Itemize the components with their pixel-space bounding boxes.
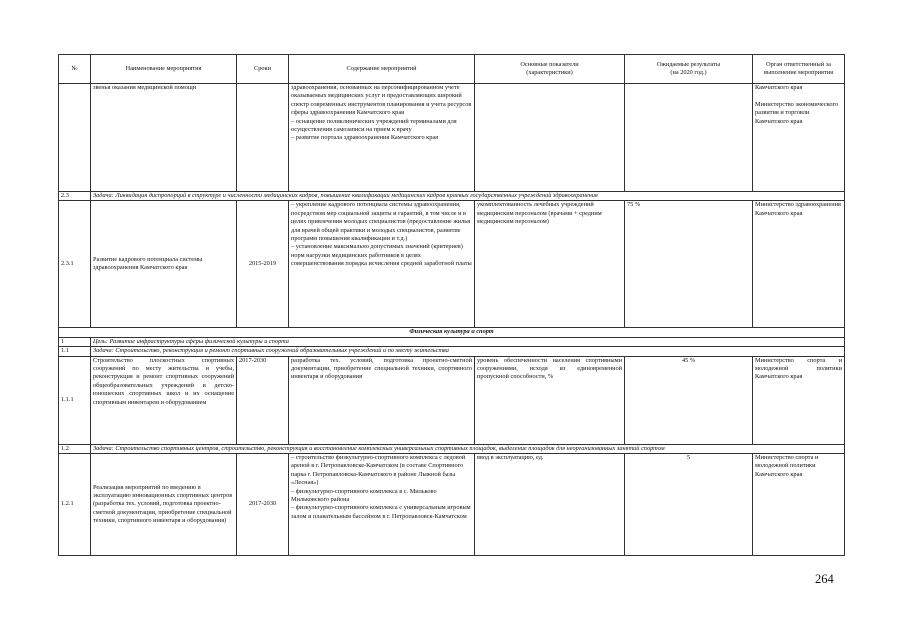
- cell-term: 2017-2030: [237, 454, 289, 556]
- cell-name: Развитие кадрового потенциала системы здравоохранения Камчатского края: [91, 201, 237, 328]
- table-row-continuation: [59, 84, 845, 192]
- cell-organ: Камчатского края Министерство экономического развития и торговли Камчатского края: [753, 84, 845, 192]
- cell-num: 1.1: [59, 347, 91, 356]
- measures-table: [58, 54, 845, 556]
- table-row-2-3-1: [59, 201, 845, 328]
- cell-num: 1.2.1: [59, 454, 91, 556]
- cell-results: 5: [625, 454, 753, 556]
- cell-num: 1: [59, 337, 91, 346]
- cell-indicators: [475, 84, 625, 192]
- cell-num: 1.1.1: [59, 356, 91, 444]
- cell-num: 2.3: [59, 192, 91, 201]
- header-indicators: Основные показатели (характеристики): [475, 55, 625, 84]
- cell-num: 1.2: [59, 444, 91, 453]
- cell-content: – укрепление кадрового потенциала системы здравоохранения, посредством мер социальной защиты и гарантий, в том числе и в целях привлечения молодых специалистов (предоставление жилья для врачей общей практики и молодых специалистов, развитие программ повышения квалификации и т.д.) – установление максимально допустимых значений (критериев) норм нагрузки медицинских работников в целях совершенствования порядка исчисления средней заработной платы: [289, 201, 475, 328]
- cell-organ: Министерство здравоохранения Камчатского края: [753, 201, 845, 328]
- header-term: Сроки: [237, 55, 289, 84]
- cell-indicators: ввод в эксплуатацию, ед.: [475, 454, 625, 556]
- task-row-1-1: [59, 347, 845, 356]
- task-text: Задача: Ликвидация диспропорций в структуре и численности медицинских кадров, повышение квалификации медицинских кадров краевых государственных учреждений здравоохранения: [91, 192, 845, 201]
- goal-text: Цель: Развитие инфраструктуры сферы физической культуры и спорта: [91, 337, 845, 346]
- task-row-1-2: [59, 444, 845, 453]
- page-number: 264: [815, 572, 834, 586]
- header-organ: Орган ответственный за выполнение мероприятия: [753, 55, 845, 84]
- cell-results: [625, 84, 753, 192]
- header-num: №: [59, 55, 91, 84]
- cell-indicators: уровень обеспеченности населения спортивными сооружениями, исходя из единовременной пропускной способности, %: [475, 356, 625, 444]
- task-text: Задача: Строительство спортивных центров, строительство, реконструкция и восстановление комплексных универсальных спортивных площадок, выделение площадок для неорганизованных занятий спортом: [91, 444, 845, 453]
- header-results: Ожидаемые результаты (на 2020 год.): [625, 55, 753, 84]
- cell-num: [59, 84, 91, 192]
- cell-indicators: укомплектованность лечебных учреждений медицинским персоналом (врачами + средним медицинским персоналом): [475, 201, 625, 328]
- cell-content: разработка тех. условий, подготовка проектно-сметной документации, приобретение специальной техники, спортивного инвентаря и оборудования: [289, 356, 475, 444]
- cell-results: 75 %: [625, 201, 753, 328]
- header-row: [59, 55, 845, 84]
- cell-name: Реализация мероприятий по введению в эксплуатацию инновационных спортивных центров (разработка тех. условий, подготовка проектно-сметной документации, приобретение специальной техники, спортивного инвентаря и оборудования): [91, 454, 237, 556]
- cell-organ: Министерство спорта и молодежной политики Камчатского края: [753, 454, 845, 556]
- goal-row-1: [59, 337, 845, 346]
- section-title: Физическая культура и спорт: [59, 328, 845, 337]
- cell-num: 2.3.1: [59, 201, 91, 328]
- task-row-2-3: [59, 192, 845, 201]
- cell-term: [237, 84, 289, 192]
- cell-term: 2015-2019: [237, 201, 289, 328]
- cell-results: 45 %: [625, 356, 753, 444]
- table-row-1-1-1: [59, 356, 845, 444]
- header-name: Наименование мероприятия: [91, 55, 237, 84]
- cell-organ: Министерство спорта и молодежной политики Камчатского края: [753, 356, 845, 444]
- cell-content: здравоохранения, основанных на персонифицированном учете оказываемых медицинских услуг и предоставляющих широкий спектр современных инструментов планирования и учета ресурсов сферы здравоохранения Камчатского края – оснащение поликлинических учреждений терминалами для осуществления самозаписи на прием к врачу – развитие портала здравоохранения Камчатского края: [289, 84, 475, 192]
- header-content: Содержание мероприятий: [289, 55, 475, 84]
- cell-name: Строительство плоскостных спортивных сооружений по месту жительства и учебы, реконструкция и ремонт спортивных сооружений общеобразовательных учреждений и детско-юношеских спортивных школ и их оснащение спортивным инвентарем и оборудованием: [91, 356, 237, 444]
- cell-name: звенья оказания медицинской помощи: [91, 84, 237, 192]
- cell-content: – строительство физкультурно-спортивного комплекса с ледовой ареной в г. Петропавловске-Камчатском (в составе Спортивного парка г. Петропавловска-Камчатского в районе Лыжной базы «Лесная») – физкультурно-спортивного комплекса в с. Мильково Мильковского района – физкультурно-спортивного комплекса с универсальным игровым залом и плавательным бассейном в г. Петропавловск-Камчатском: [289, 454, 475, 556]
- table-row-1-2-1: [59, 454, 845, 556]
- task-text: Задача: Строительство, реконструкция и ремонт спортивных сооружений образовательных учреждений и по месту жительства: [91, 347, 845, 356]
- cell-term: 2017-2030: [237, 356, 289, 444]
- section-row: [59, 328, 845, 337]
